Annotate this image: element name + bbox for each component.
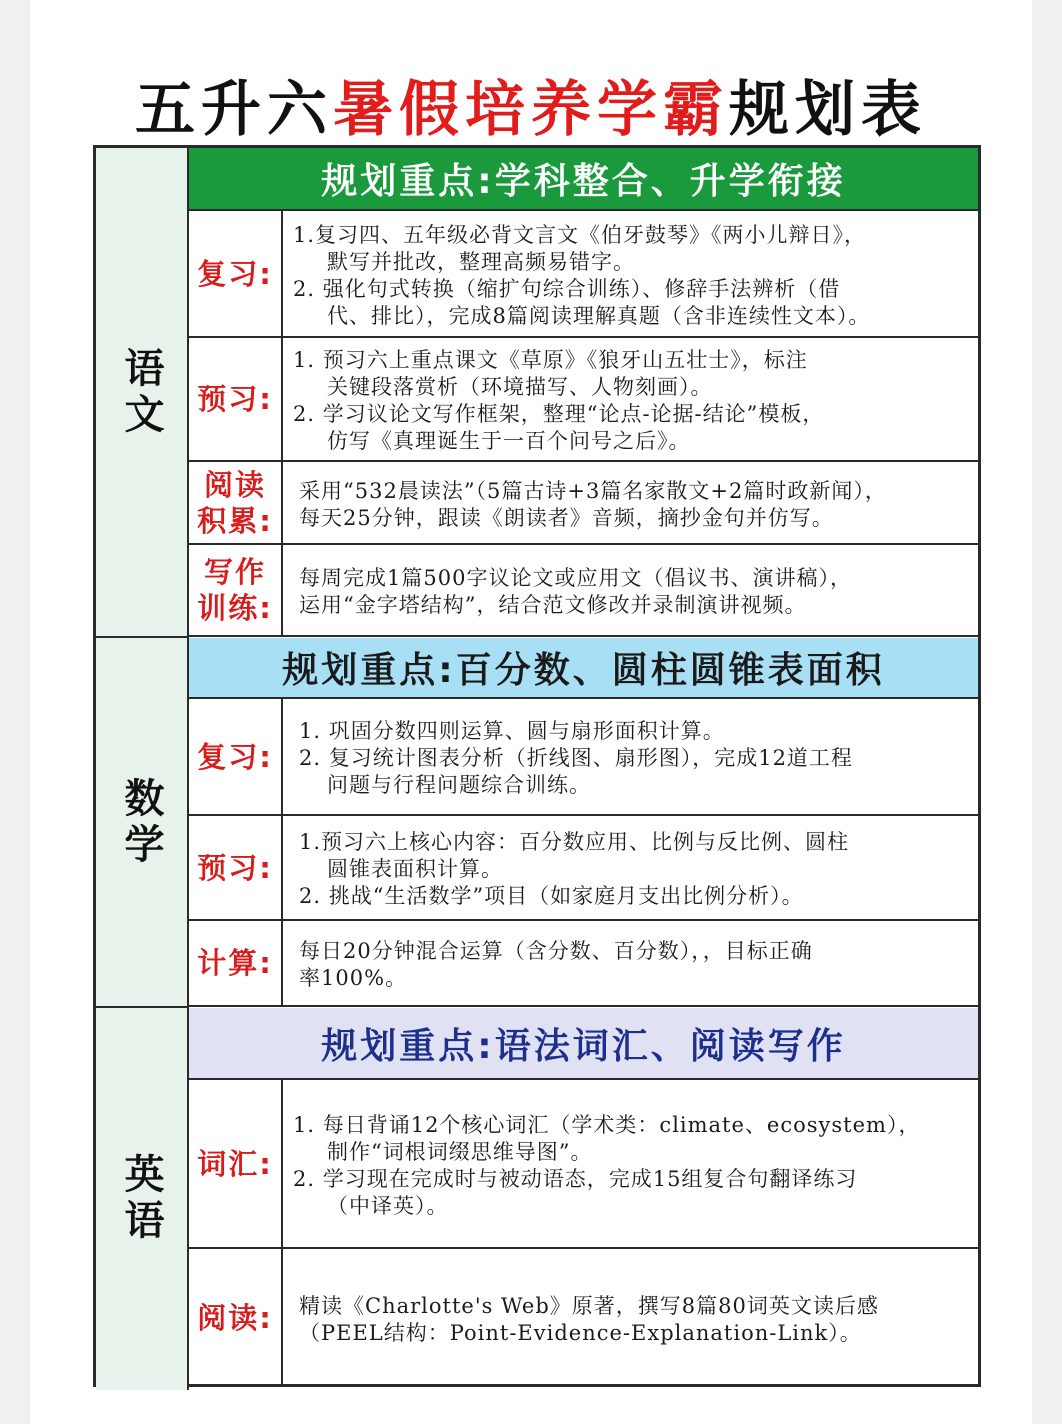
row-content xyxy=(283,1249,978,1387)
page-title xyxy=(30,70,1032,150)
row-label: 预习: xyxy=(189,338,283,460)
label-line: 阅读 xyxy=(203,467,266,502)
content-line: 问题与行程问题综合训练。 xyxy=(327,773,591,797)
row-content xyxy=(283,338,978,460)
row-content xyxy=(283,462,978,543)
content-line: 运用“金字塔结构”，结合范文修改并录制演讲视频。 xyxy=(299,593,807,617)
row-label xyxy=(189,545,283,635)
content-line: （PEEL结构：Point-Evidence-Explanation-Link）。 xyxy=(299,1321,862,1345)
banner-chinese: 规划重点:学科整合、升学衔接 xyxy=(189,148,978,211)
content-line: 2. 学习议论文写作框架，整理“论点-论据-结论”模板， xyxy=(293,402,825,426)
english-vocab-row xyxy=(189,1080,978,1249)
content-line: 2. 挑战“生活数学”项目（如家庭月支出比例分析）。 xyxy=(299,884,804,908)
row-content xyxy=(283,211,978,336)
row-label: 词汇: xyxy=(189,1080,283,1247)
content-line: 仿写《真理诞生于一百个问号之后》。 xyxy=(327,429,691,453)
content-line: 每天25分钟，跟读《朗读者》音频，摘抄金句并仿写。 xyxy=(299,505,834,530)
label-line: 积累: xyxy=(197,503,273,538)
subject-name-english: 英语 xyxy=(118,1153,164,1245)
chinese-reading-row xyxy=(189,462,978,545)
math-review-row xyxy=(189,699,978,816)
content-line: 1. 巩固分数四则运算、圆与扇形面积计算。 xyxy=(299,719,725,743)
row-content xyxy=(283,545,978,635)
title-part-3: 规划表 xyxy=(729,75,927,145)
row-content xyxy=(283,1080,978,1247)
row-label: 预习: xyxy=(189,816,283,919)
content-line: 2. 强化句式转换（缩扩句综合训练）、修辞手法辨析（借 xyxy=(293,276,841,301)
chinese-preview-row xyxy=(189,338,978,462)
subject-cell-chinese xyxy=(96,148,189,637)
row-content xyxy=(283,816,978,919)
content-line: 圆锥表面积计算。 xyxy=(327,857,503,881)
content-line: 精读《Charlotte's Web》原著，撰写8篇80词英文读后感 xyxy=(299,1294,879,1318)
plan-table xyxy=(93,145,981,1387)
row-label: 复习: xyxy=(189,699,283,814)
title-part-2: 暑假培养学霸 xyxy=(333,75,729,145)
row-content xyxy=(283,699,978,814)
subject-name-math: 数学 xyxy=(118,776,164,869)
content-line: 每周完成1篇500字议论文或应用文（倡议书、演讲稿）， xyxy=(299,566,852,590)
subject-cell-math xyxy=(96,638,189,1007)
content-line: 1.预习六上核心内容：百分数应用、比例与反比例、圆柱 xyxy=(299,830,850,854)
content-line: （中译英）。 xyxy=(327,1193,449,1218)
content-line: 关键段落赏析（环境描写、人物刻画）。 xyxy=(327,375,713,399)
label-line: 训练: xyxy=(197,591,273,625)
label-line: 写作 xyxy=(203,555,266,589)
banner-english: 规划重点:语法词汇、阅读写作 xyxy=(189,1008,978,1080)
math-calc-row xyxy=(189,921,978,1007)
content-line: 默写并批改，整理高频易错字。 xyxy=(327,249,635,274)
content-line: 1.复习四、五年级必背文言文《伯牙鼓琴》《两小儿辩日》， xyxy=(293,222,867,247)
subject-cell-english xyxy=(96,1008,189,1390)
content-line: 2. 学习现在完成时与被动语态，完成15组复合句翻译练习 xyxy=(293,1166,858,1191)
row-label xyxy=(189,462,283,543)
row-label: 阅读: xyxy=(189,1249,283,1387)
content-line: 制作“词根词缀思维导图”。 xyxy=(327,1139,593,1164)
content-line: 采用“532晨读法”（5篇古诗+3篇名家散文+2篇时政新闻）， xyxy=(299,478,887,503)
content-line: 1. 每日背诵12个核心词汇（学术类：climate、ecosystem）， xyxy=(293,1112,921,1137)
chinese-writing-row xyxy=(189,545,978,637)
row-label: 复习: xyxy=(189,211,283,336)
content-line: 每日20分钟混合运算（含分数、百分数），，目标正确 xyxy=(299,939,813,963)
subject-name-chinese: 语文 xyxy=(118,346,164,439)
content-line: 代、排比），完成8篇阅读理解真题（含非连续性文本）。 xyxy=(327,303,871,328)
banner-math: 规划重点:百分数、圆柱圆锥表面积 xyxy=(189,638,978,699)
content-line: 1. 预习六上重点课文《草原》《狼牙山五壮士》，标注 xyxy=(293,348,808,372)
row-label: 计算: xyxy=(189,921,283,1005)
row-content xyxy=(283,921,978,1005)
content-line: 率100%。 xyxy=(299,966,408,990)
title-part-1: 五升六 xyxy=(135,75,333,145)
content-line: 2. 复习统计图表分析（折线图、扇形图），完成12道工程 xyxy=(299,746,853,770)
chinese-review-row xyxy=(189,211,978,338)
math-preview-row xyxy=(189,816,978,921)
english-reading-row xyxy=(189,1249,978,1387)
